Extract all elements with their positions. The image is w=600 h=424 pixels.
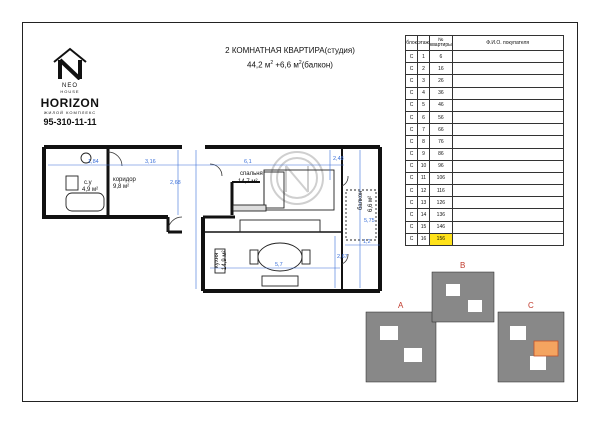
room-bath-area: 4,9 м² — [82, 187, 99, 193]
cell-block: C — [406, 124, 418, 136]
cell-apt: 116 — [430, 185, 453, 197]
cell-block: C — [406, 209, 418, 221]
dim-7: 1,2 — [363, 239, 371, 245]
cell-block: C — [406, 148, 418, 160]
cell-floor: 8 — [418, 136, 430, 148]
dim-8: 5,7 — [275, 262, 283, 268]
logo-brand-sub: ЖИЛОЙ КОМПЛЕКС — [43, 110, 97, 115]
cell-block: C — [406, 172, 418, 184]
cell-apt: 106 — [430, 172, 453, 184]
cell-block: C — [406, 197, 418, 209]
cell-floor: 3 — [418, 75, 430, 87]
cell-floor: 6 — [418, 111, 430, 123]
cell-floor: 14 — [418, 209, 430, 221]
cell-apt: 56 — [430, 111, 453, 123]
area-tail: (балкон) — [301, 60, 333, 70]
cell-apt: 156 — [430, 233, 453, 245]
block-a-label: A — [398, 301, 404, 310]
cell-apt: 126 — [430, 197, 453, 209]
dim-9: 2,67 — [337, 254, 348, 260]
logo-brand: HORIZON — [40, 96, 100, 110]
cell-apt: 86 — [430, 148, 453, 160]
cell-floor: 15 — [418, 221, 430, 233]
cell-floor: 4 — [418, 87, 430, 99]
cell-block: C — [406, 233, 418, 245]
area-sup-2: 2 — [298, 60, 302, 66]
dim-1: 1,84 — [88, 159, 99, 165]
phone-number: 95-310-11-11 — [43, 117, 97, 127]
block-b-building — [432, 272, 494, 322]
cell-floor: 16 — [418, 233, 430, 245]
room-bed-area: 14,7 м² — [238, 179, 258, 185]
room-hall-area: 9,8 м² — [113, 184, 130, 190]
room-bed-name: спальня — [240, 171, 263, 177]
cell-block: C — [406, 87, 418, 99]
cell-block: C — [406, 221, 418, 233]
cell-apt: 36 — [430, 87, 453, 99]
header-floor: этаж — [418, 36, 430, 51]
cell-apt: 96 — [430, 160, 453, 172]
cell-apt: 66 — [430, 124, 453, 136]
cell-floor: 7 — [418, 124, 430, 136]
room-bath-name: с.у — [84, 180, 92, 186]
dim-4: 2,48 — [333, 156, 344, 162]
cell-floor: 5 — [418, 99, 430, 111]
cell-floor: 2 — [418, 63, 430, 75]
area-sup: 2 — [270, 60, 274, 66]
cell-floor: 11 — [418, 172, 430, 184]
header-block: блок — [406, 36, 418, 51]
cell-block: C — [406, 63, 418, 75]
area-balcony: +6,6 м — [273, 60, 299, 70]
cell-block: C — [406, 185, 418, 197]
cell-floor: 13 — [418, 197, 430, 209]
cell-apt: 76 — [430, 136, 453, 148]
room-balcony-name: балкон — [358, 190, 364, 210]
header-buyer: Ф.И.О. покупателя — [452, 36, 563, 51]
dim-3: 6,1 — [244, 159, 252, 165]
logo-top-word: NEO — [61, 83, 78, 89]
cell-block: C — [406, 75, 418, 87]
area-main: 44,2 м — [247, 60, 271, 70]
block-b-label: B — [460, 261, 466, 270]
room-kitchen-area: 14,9 м² — [222, 250, 228, 270]
cell-floor: 1 — [418, 51, 430, 63]
block-c-label: C — [528, 301, 534, 310]
dim-5: 2,68 — [170, 180, 181, 186]
room-balcony-area: 6,6 м² — [368, 195, 374, 212]
block-a-building — [366, 312, 436, 382]
cell-block: C — [406, 136, 418, 148]
logo-sub-word: HOUSE — [60, 89, 80, 94]
cell-block: C — [406, 99, 418, 111]
apartment-type: 2 КОМНАТНАЯ КВАРТИРА(студия) — [225, 46, 355, 55]
cell-floor: 12 — [418, 185, 430, 197]
highlighted-unit — [534, 341, 558, 356]
cell-block: C — [406, 160, 418, 172]
cell-apt: 6 — [430, 51, 453, 63]
room-kitchen-name: кухня — [214, 252, 220, 268]
cell-floor: 9 — [418, 148, 430, 160]
room-hall-name: коридор — [113, 177, 136, 183]
cell-block: C — [406, 111, 418, 123]
cell-apt: 46 — [430, 99, 453, 111]
cell-apt: 16 — [430, 63, 453, 75]
header-apt: № квартиры — [430, 36, 453, 51]
dim-2: 3,16 — [145, 159, 156, 165]
cell-apt: 146 — [430, 221, 453, 233]
cell-apt: 136 — [430, 209, 453, 221]
cell-floor: 10 — [418, 160, 430, 172]
dim-6: 5,75 — [364, 218, 375, 224]
cell-block: C — [406, 51, 418, 63]
cell-apt: 26 — [430, 75, 453, 87]
